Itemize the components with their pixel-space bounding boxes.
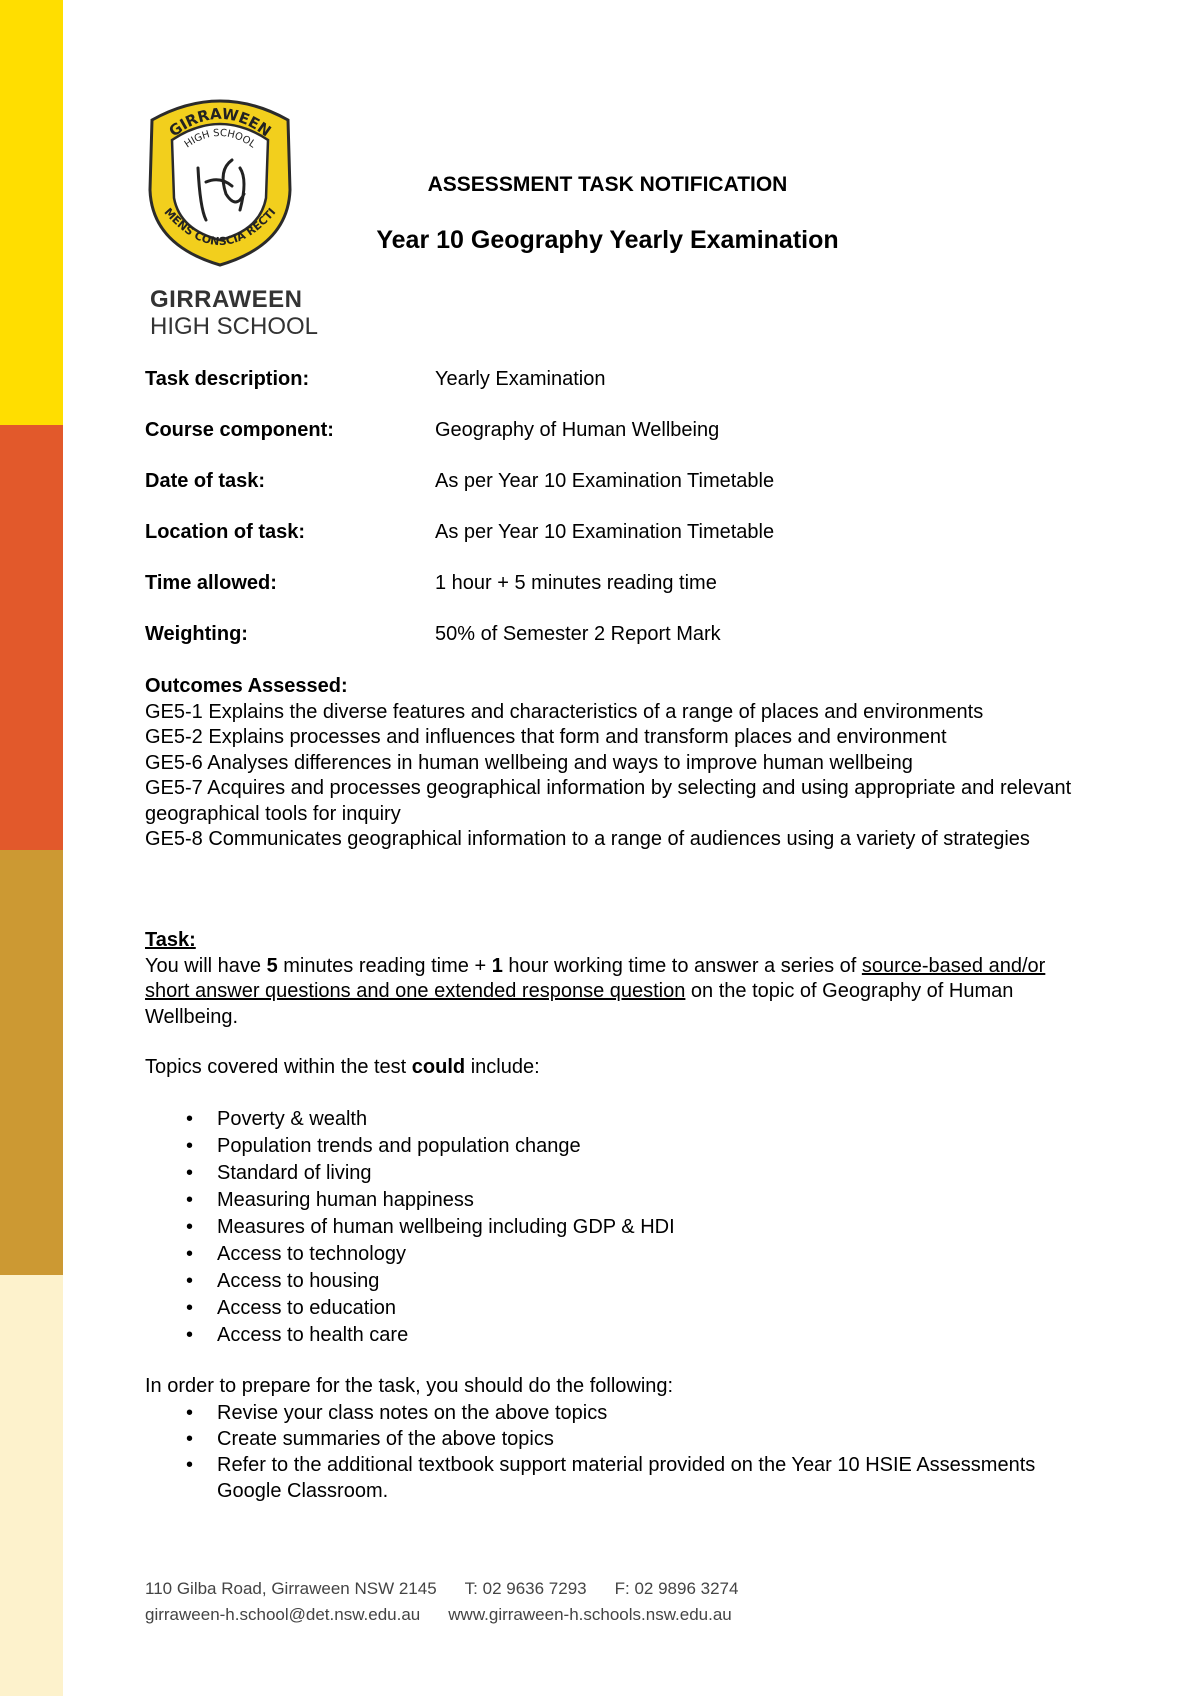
detail-row xyxy=(145,368,1095,419)
detail-label: Time allowed: xyxy=(145,572,277,594)
detail-row xyxy=(145,623,1095,674)
detail-row xyxy=(145,521,1095,572)
topics-intro: Topics covered within the test could include: xyxy=(145,1056,540,1078)
bullet-icon: • xyxy=(186,1453,194,1476)
detail-label: Weighting: xyxy=(145,623,248,645)
topic-item: • Access to education xyxy=(145,1295,1090,1322)
topics-list xyxy=(145,1106,1090,1349)
detail-row xyxy=(145,470,1095,521)
bullet-icon: • xyxy=(186,1216,194,1238)
outcome-item: GE5-8 Communicates geographical information to a range of audiences using a variety of strategies xyxy=(145,828,1030,850)
task-paragraph: You will have 5 minutes reading time + 1 hour working time to answer a series of source-based and/or short answer questions and one extended response question on the topic of Geography of Human Wellbeing. xyxy=(145,954,1046,1028)
bullet-icon: • xyxy=(186,1427,194,1450)
outcome-item: GE5-7 Acquires and processes geographical information by selecting and using appropriate and relevant geographical tools for inquiry xyxy=(145,777,1072,825)
prepare-item: • Revise your class notes on the above topics xyxy=(186,1401,608,1424)
prepare-section xyxy=(145,1374,1090,1504)
outcomes-section xyxy=(145,674,1090,853)
task-heading: Task: xyxy=(145,929,196,951)
footer-phone: T: 02 9636 7293 xyxy=(464,1579,587,1598)
bullet-icon: • xyxy=(186,1243,194,1265)
detail-label: Date of task: xyxy=(145,470,266,492)
task-question-types: source-based and/or short answer questions and one extended response question xyxy=(145,954,1046,1002)
side-band-orange xyxy=(0,425,63,850)
outcome-item: GE5-2 Explains processes and influences that form and transform places and environment xyxy=(145,726,947,748)
task-details xyxy=(145,368,1095,674)
outcome-item: GE5-1 Explains the diverse features and characteristics of a range of places and environments xyxy=(145,700,984,723)
bullet-icon: • xyxy=(186,1108,194,1130)
topic-item: • Measuring human happiness xyxy=(145,1187,1090,1214)
topic-item: • Access to housing xyxy=(145,1268,1090,1295)
detail-value: As per Year 10 Examination Timetable xyxy=(435,521,775,543)
footer-address: 110 Gilba Road, Girraween NSW 2145 xyxy=(145,1579,437,1598)
bullet-icon: • xyxy=(186,1324,194,1346)
detail-value: As per Year 10 Examination Timetable xyxy=(435,470,775,492)
school-name-line1: GIRRAWEEN xyxy=(150,286,303,313)
svg-text:HIGH SCHOOL: HIGH SCHOOL xyxy=(182,127,258,151)
topic-item: • Poverty & wealth xyxy=(145,1106,1090,1133)
topic-item: • Standard of living xyxy=(145,1160,1090,1187)
footer-email: girraween-h.school@det.nsw.edu.au xyxy=(145,1605,421,1624)
exam-title: Year 10 Geography Yearly Examination xyxy=(376,226,839,254)
school-name-line2: HIGH SCHOOL xyxy=(150,313,319,340)
side-band-cream xyxy=(0,1275,63,1696)
detail-value: 1 hour + 5 minutes reading time xyxy=(435,572,717,594)
side-band-gold xyxy=(0,850,63,1275)
notice-title: ASSESSMENT TASK NOTIFICATION xyxy=(427,173,788,196)
topic-item: • Measures of human wellbeing including GDP & HDI xyxy=(145,1214,1090,1241)
bullet-icon: • xyxy=(186,1297,194,1319)
outcomes-heading: Outcomes Assessed: xyxy=(145,675,348,697)
detail-value: 50% of Semester 2 Report Mark xyxy=(435,623,721,645)
footer-website: www.girraween-h.schools.nsw.edu.au xyxy=(448,1605,732,1624)
detail-label: Course component: xyxy=(145,419,334,441)
footer-contact xyxy=(145,1576,738,1628)
bullet-icon: • xyxy=(186,1135,194,1157)
svg-text:GIRRAWEEN: GIRRAWEEN xyxy=(165,104,275,141)
detail-row xyxy=(145,419,1095,470)
bullet-icon: • xyxy=(186,1189,194,1211)
footer-fax: F: 02 9896 3274 xyxy=(614,1579,739,1598)
outcome-item: GE5-6 Analyses differences in human wellbeing and ways to improve human wellbeing xyxy=(145,751,913,774)
bullet-icon: • xyxy=(186,1162,194,1184)
bullet-icon: • xyxy=(186,1270,194,1292)
svg-text:MENS CONSCIA RECTI: MENS CONSCIA RECTI xyxy=(161,205,279,249)
prepare-intro: In order to prepare for the task, you should do the following: xyxy=(145,1375,674,1397)
side-band-yellow xyxy=(0,0,63,425)
school-name-logo xyxy=(150,288,318,339)
topic-item: • Population trends and population change xyxy=(145,1133,1090,1160)
detail-value: Yearly Examination xyxy=(435,368,606,390)
detail-label: Task description: xyxy=(145,368,310,390)
topic-item: • Access to health care xyxy=(145,1322,1090,1349)
topic-item: • Access to technology xyxy=(145,1241,1090,1268)
prepare-item: • Create summaries of the above topics xyxy=(186,1427,554,1450)
task-section xyxy=(145,928,1090,1030)
prepare-item: • Refer to the additional textbook support material provided on the Year 10 HSIE Assessments Google Classroom. xyxy=(186,1453,1036,1502)
detail-value: Geography of Human Wellbeing xyxy=(435,419,720,441)
bullet-icon: • xyxy=(186,1401,194,1424)
detail-label: Location of task: xyxy=(145,521,306,543)
detail-row xyxy=(145,572,1095,623)
